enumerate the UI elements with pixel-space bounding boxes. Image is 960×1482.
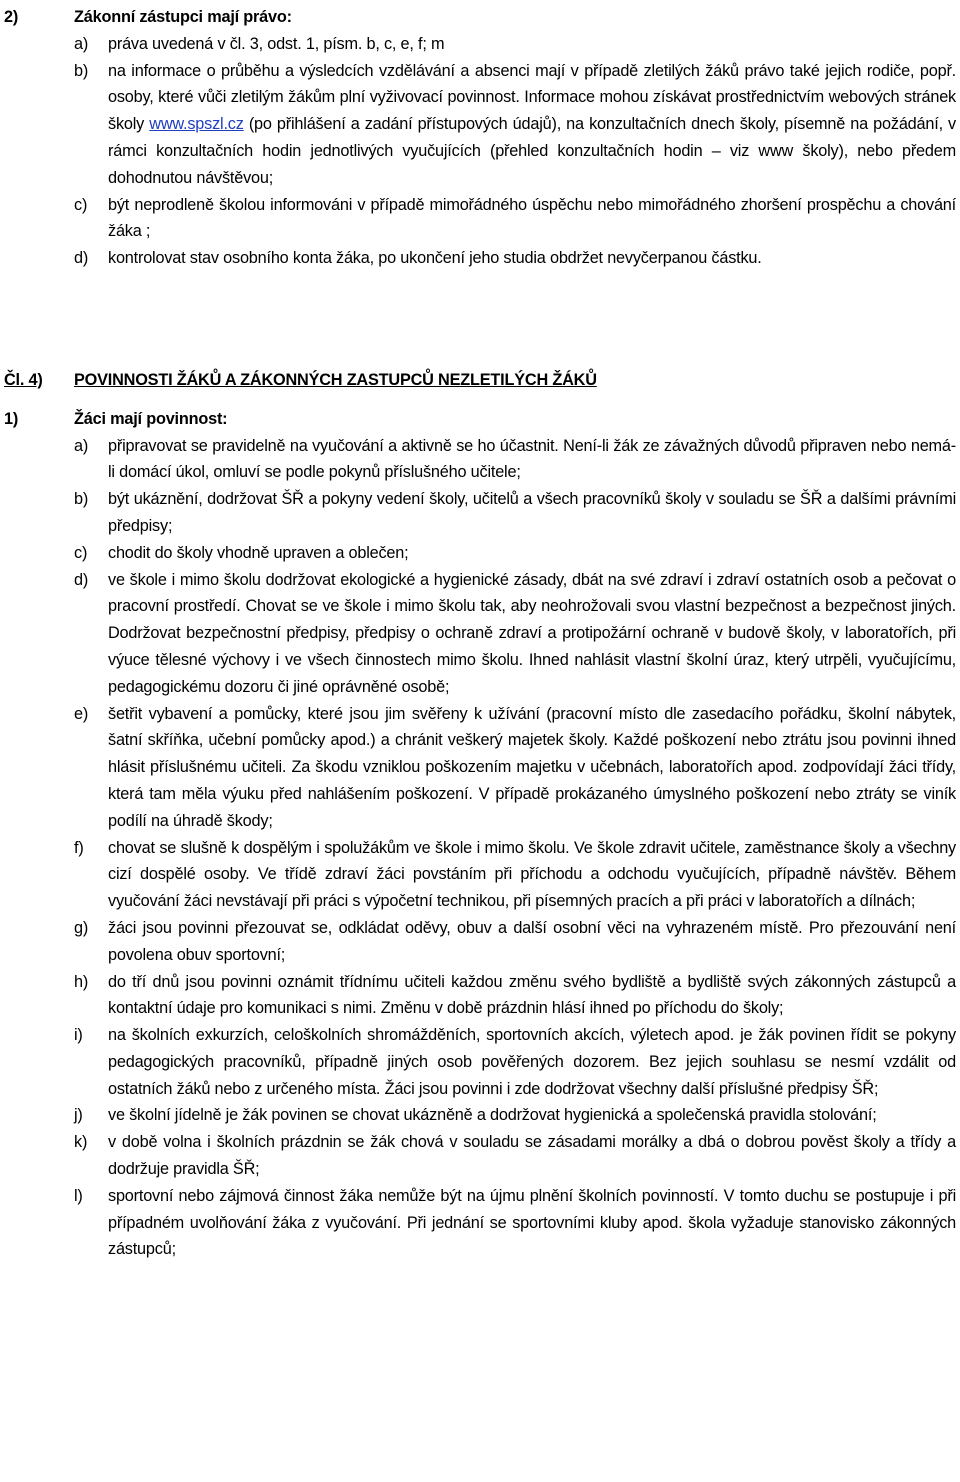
- item-text: práva uvedená v čl. 3, odst. 1, písm. b, c, e, f; m: [108, 34, 445, 53]
- list-item: [4, 1129, 956, 1183]
- item-text: chodit do školy vhodně upraven a oblečen;: [108, 543, 409, 562]
- item-text: na školních exkurzích, celoškolních shromážděních, sportovních akcích, výletech apod. je žák povinen řídit se pokyny pedagogických pracovníků, případně jiných osob pověřených dozorem. Bez jejich souhlasu se nesmí vzdálit od ostatních žáků nebo z určeného místa. Žáci jsou povinni i zde dodržovat všechny další příslušné předpisy ŠŘ;: [108, 1026, 956, 1098]
- item-text: [108, 58, 956, 192]
- item-text: žáci jsou povinni přezouvat se, odkládat oděvy, obuv a další osobní věci na vyhrazeném místě. Pro přezouvání není povolena obuv sportovní;: [108, 918, 956, 964]
- item-text: kontrolovat stav osobního konta žáka, po ukončení jeho studia obdržet nevyčerpanou částku.: [108, 249, 762, 268]
- item-letter: b): [74, 490, 89, 509]
- item-text: do tří dnů jsou povinni oznámit třídnímu učiteli každou změnu svého bydliště a bydliště svých zákonných zástupců a kontaktní údaje pro komunikaci s nimi. Změnu v době prázdnin hlásí ihned po příchodu do školy;: [108, 972, 956, 1018]
- item-text-after-link: (po přihlášení a zadání přístupových údajů), na konzultačních dnech školy, písemně na požádání, v rámci konzultačních hodin jednotlivých vyučujících (přehled konzultačních hodin – viz www školy), nebo předem dohodnutou návštěvou;: [108, 115, 956, 187]
- item-letter: g): [74, 918, 89, 937]
- item-text: sportovní nebo zájmová činnost žáka nemůže být na újmu plnění školních povinností. V tomto duchu se postupuje i při případném uvolňování žáka z vyučování. Při jednání se sportovními kluby apod. škola vyžaduje stanovisko zákonných zástupců;: [108, 1186, 956, 1259]
- item-text: být ukáznění, dodržovat ŠŘ a pokyny vedení školy, učitelů a všech pracovníků školy v souladu se ŠŘ a dalšími právními předpisy;: [108, 490, 956, 535]
- item-text: připravovat se pravidelně na vyučování a aktivně se ho účastnit. Není-li žák ze závažných důvodů připraven nebo nemá-li domácí úkol, omluví se podle pokynů příslušného učitele;: [108, 436, 956, 482]
- item-letter: j): [74, 1106, 83, 1125]
- list-item: [4, 31, 956, 58]
- list-item: [4, 701, 956, 835]
- list-item: [4, 486, 956, 540]
- item-letter: l): [74, 1186, 83, 1205]
- item-letter: a): [74, 34, 89, 53]
- item-letter: b): [74, 61, 89, 80]
- article-label: Čl. 4): [4, 370, 43, 389]
- section-number: 2): [4, 8, 19, 26]
- section-title: Zákonní zástupci mají právo:: [74, 8, 292, 26]
- item-letter: e): [74, 704, 89, 723]
- item-text: šetřit vybavení a pomůcky, které jsou jim svěřeny k užívání (pracovní místo dle zasedacího pořádku, školní nábytek, šatní skříňka, učební pomůcky apod.) a chránit veškerý majetek školy. Každé poškození nebo ztrátu jsou povinni ihned hlásit příslušnému učiteli. Za škodu vzniklou poškozením majetku v učebnách, laboratořích apod. zodpovídají žáci třídy, která tam měla výuku před nahlášením poškození. V případě prokázaného úmyslného poškození nebo ztráty se viník podílí na úhradě škody;: [108, 704, 956, 830]
- list-item: [4, 969, 956, 1023]
- item-letter: i): [74, 1026, 83, 1045]
- list-item: [4, 567, 956, 701]
- list-item: [4, 1022, 956, 1102]
- item-letter: d): [74, 249, 89, 268]
- item-letter: a): [74, 436, 89, 455]
- list-item: [4, 540, 956, 567]
- article-heading: [4, 367, 956, 394]
- section-number: 1): [4, 409, 19, 428]
- list-item: [4, 58, 956, 192]
- section-2-heading: [4, 4, 956, 31]
- item-text-before-link: na informace o průběhu a výsledcích vzdělávání a absenci mají v případě zletilých žáků právo také jejich rodiče, popř. osoby, které vůči zletilým žákům plní vyživovací povinnost. Informace mohou získávat prostřednictvím webových stránek školy: [108, 61, 956, 134]
- website-link[interactable]: www.spszl.cz: [149, 115, 244, 134]
- list-item: [4, 835, 956, 915]
- list-item: [4, 915, 956, 969]
- item-text: chovat se slušně k dospělým i spolužákům ve škole i mimo školu. Ve škole zdravit učitele, zaměstnance školy a všechny cizí dospělé osoby. Ve třídě zdraví žáci povstáním při příchodu a odchodu vyučujících, případně návštěv. Během vyučování žáci nevstávají při práci s výpočetní technikou, při písemných pracích a při práci v laboratořích a dílnách;: [108, 838, 956, 911]
- item-letter: h): [74, 972, 89, 991]
- item-text: ve školní jídelně je žák povinen se chovat ukázněně a dodržovat hygienická a společenská pravidla stolování;: [108, 1106, 877, 1125]
- item-letter: c): [74, 543, 88, 562]
- item-letter: k): [74, 1133, 88, 1152]
- article-title: POVINNOSTI ŽÁKŮ A ZÁKONNÝCH ZASTUPCŮ NEZLETILÝCH ŽÁKŮ: [74, 370, 597, 389]
- item-letter: c): [74, 195, 88, 214]
- item-text: být neprodleně školou informováni v případě mimořádného úspěchu nebo mimořádného zhoršení prospěchu a chování žáka ;: [108, 195, 956, 241]
- item-text: v době volna i školních prázdnin se žák chová v souladu se zásadami morálky a dbá o dobrou pověst školy a třídy a dodržuje pravidla ŠŘ;: [108, 1133, 956, 1179]
- list-item: [4, 1183, 956, 1263]
- list-item: [4, 433, 956, 487]
- list-item: [4, 1102, 956, 1129]
- list-item: [4, 192, 956, 246]
- item-text: ve škole i mimo školu dodržovat ekologické a hygienické zásady, dbát na své zdraví i zdraví ostatních osob a pečovat o pracovní prostředí. Chovat se ve škole i mimo školu tak, aby neohrožovali svou vlastní bezpečnost a bezpečnost jiných. Dodržovat bezpečnostní předpisy, předpisy o ochraně zdraví a protipožární ochraně v budově školy, v laboratořích, při výuce tělesné výchovy i ve všech činnostech mimo školu. Ihned nahlásit vlastní školní úraz, který utrpěli, vyučujícímu, pedagogickému dozoru či jiné oprávněné osobě;: [108, 570, 956, 696]
- section-1-heading: [4, 406, 956, 433]
- section-title: Žáci mají povinnost:: [74, 409, 228, 428]
- item-letter: d): [74, 570, 89, 589]
- item-letter: f): [74, 838, 84, 857]
- list-item: [4, 245, 956, 272]
